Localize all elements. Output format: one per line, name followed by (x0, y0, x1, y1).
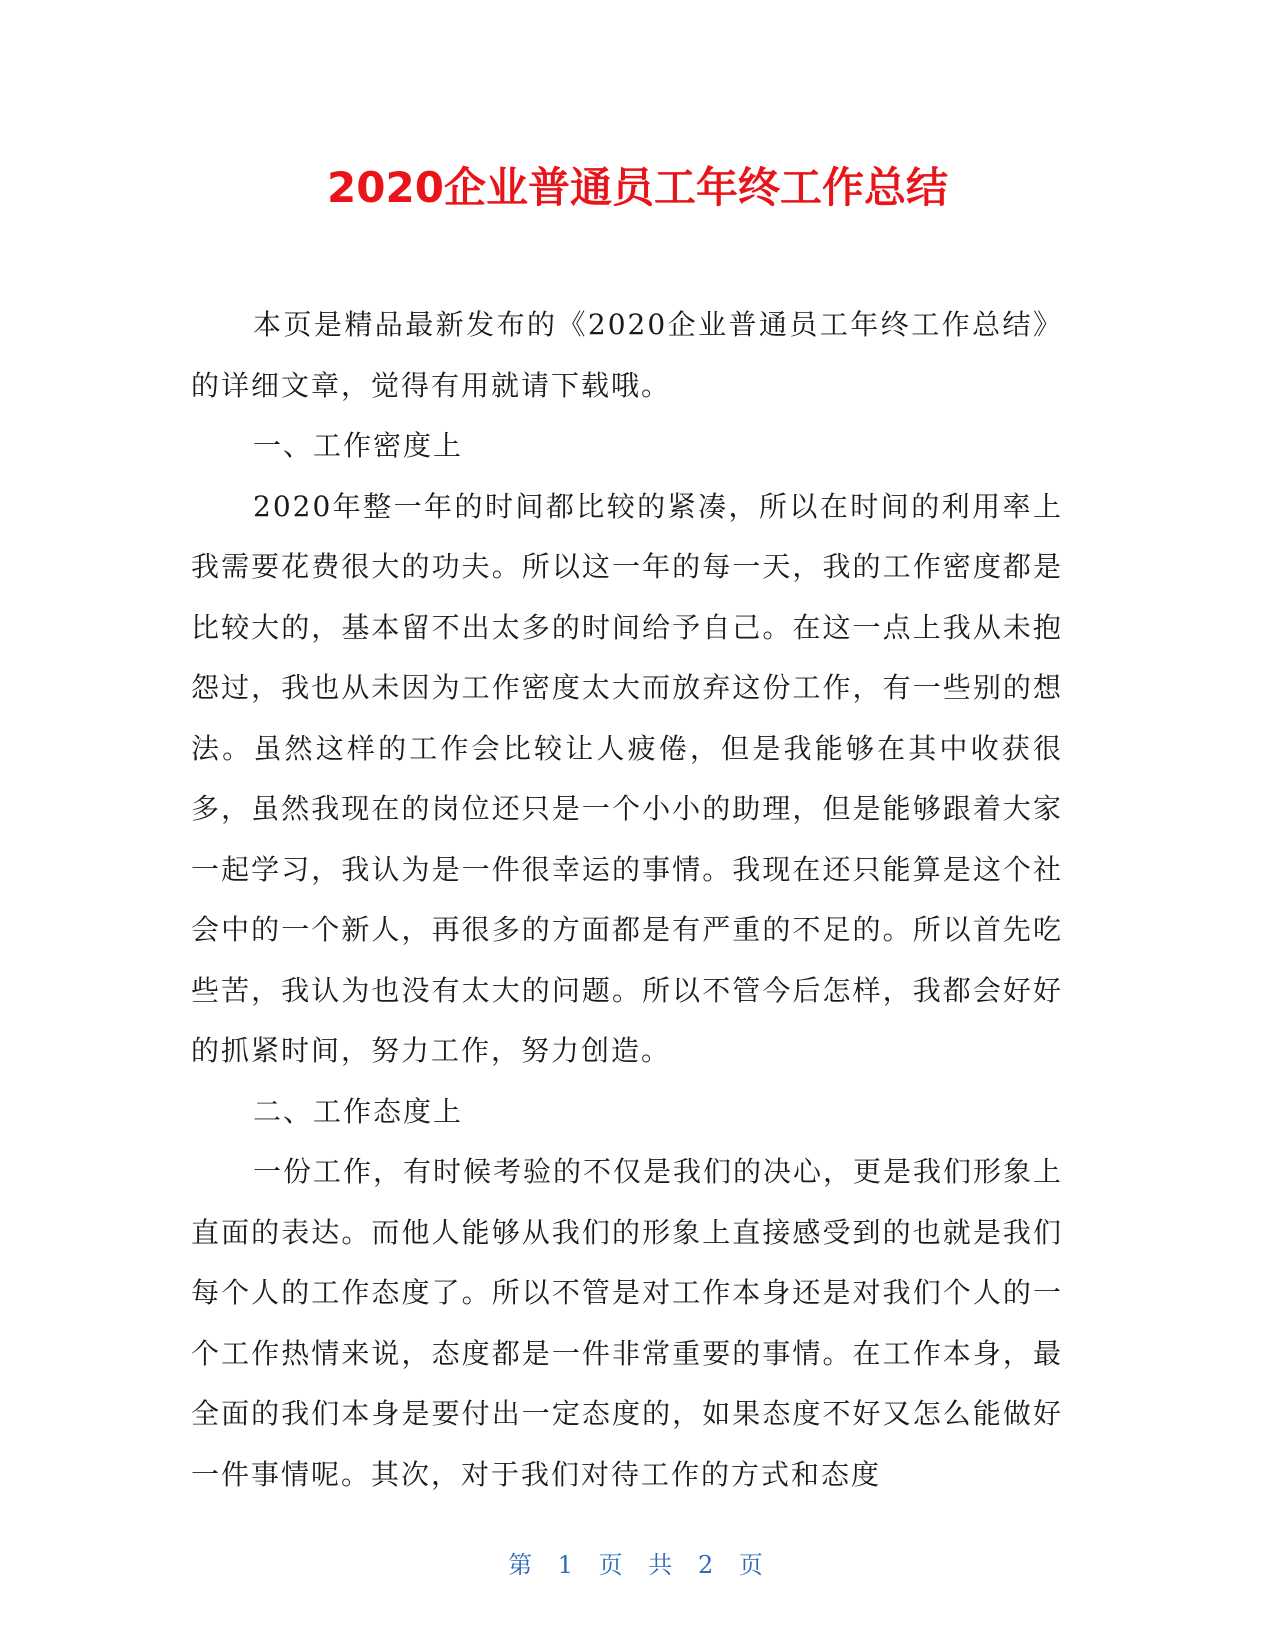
document-title: 2020企业普通员工年终工作总结 (327, 163, 948, 212)
work-attitude-paragraph: 一份工作，有时候考验的不仅是我们的决心，更是我们形象上直面的表达。而他人能够从我们的形象上直接感受到的也就是我们每个人的工作态度了。所以不管是对工作本身还是对我们个人的一个工作热情来说，态度都是一件非常重要的事情。在工作本身，最全面的我们本身是要付出一定态度的，如果态度不好又怎么能做好一件事情呢。其次，对于我们对待工作的方式和态度 (191, 1155, 1064, 1491)
section-heading-work-density: 一、工作密度上 (253, 429, 464, 462)
intro-paragraph: 本页是精品最新发布的《2020企业普通员工年终工作总结》的详细文章，觉得有用就请下载哦。 (191, 308, 1063, 402)
page-number-footer: 第 1 页 共 2 页 (508, 1551, 767, 1579)
work-density-paragraph: 2020年整一年的时间都比较的紧凑，所以在时间的利用率上我需要花费很大的功夫。所以这一年的每一天，我的工作密度都是比较大的，基本留不出太多的时间给予自己。在这一点上我从未抱怨过，我也从未因为工作密度太大而放弃这份工作，有一些别的想法。虽然这样的工作会比较让人疲倦，但是我能够在其中收获很多，虽然我现在的岗位还只是一个小小的助理，但是能够跟着大家一起学习，我认为是一件很幸运的事情。我现在还只能算是这个社会中的一个新人，再很多的方面都是有严重的不足的。所以首先吃些苦，我认为也没有太大的问题。所以不管今后怎样，我都会好好的抓紧时间，努力工作，努力创造。 (191, 489, 1063, 1067)
section-heading-work-attitude: 二、工作态度上 (253, 1094, 464, 1128)
document-body (191, 295, 1063, 1505)
